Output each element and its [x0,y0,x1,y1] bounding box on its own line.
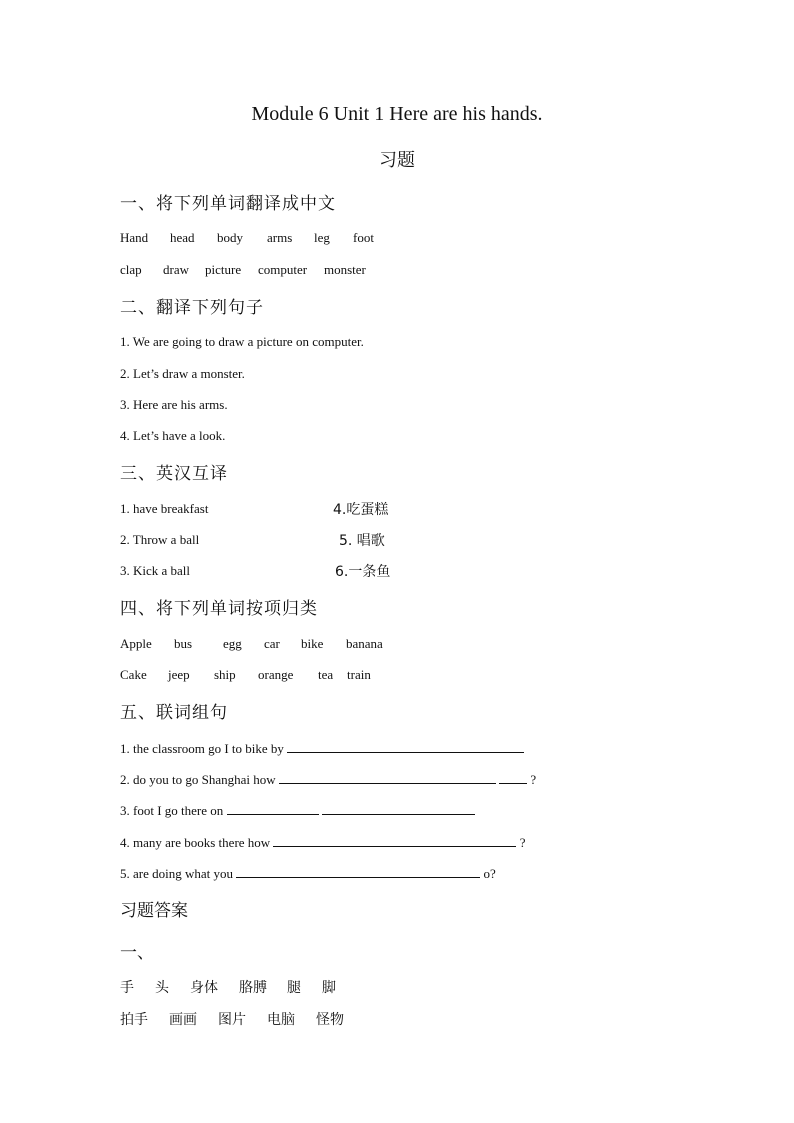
answer-word: 胳膊 [239,980,267,996]
answer-word: 拍手 [120,1012,148,1028]
section-1-row-2 [120,262,366,278]
answer-word: 手 [120,980,134,996]
translate-item: 3. Kick a ball [120,563,191,578]
classify-word: banana [346,636,383,651]
translate-item: 4.吃蛋糕 [333,502,389,518]
classify-word: egg [223,636,242,651]
answer-word: 头 [155,980,169,996]
classify-word: Apple [120,636,152,651]
word-order-item [120,740,524,757]
translate-item: 6.一条鱼 [335,564,391,580]
answer-blank [499,771,527,784]
classify-word: ship [214,667,236,682]
section-1-heading: 一、将下列单词翻译成中文 [120,194,336,214]
word-order-prompt: 2. do you to go Shanghai how [120,772,276,787]
answers-row-1 [120,977,336,997]
classify-word: car [264,636,280,651]
answer-word: 怪物 [316,1012,344,1028]
vocab-word: head [170,230,195,245]
translate-item: 1. have breakfast [120,501,209,516]
section-4-row-1 [120,636,383,652]
sentence-item: 3. Here are his arms. [120,397,228,412]
section-4-row-2 [120,667,371,683]
classify-word: Cake [120,667,147,682]
vocab-word: clap [120,262,142,277]
classify-word: bus [174,636,193,651]
translate-item: 2. Throw a ball [120,532,200,547]
answer-blank [322,802,475,815]
vocab-word: computer [258,262,308,277]
word-order-prompt: 5. are doing what you [120,866,234,881]
word-order-prompt: 4. many are books there how [120,835,271,850]
classify-word: tea [318,667,334,682]
sentence-item: 4. Let’s have a look. [120,428,226,443]
answer-word: 身体 [190,980,218,996]
section-1-row-1 [120,230,374,246]
classify-word: bike [301,636,324,651]
answer-word: 脚 [322,980,336,996]
vocab-word: draw [163,262,189,277]
answer-blank [273,834,516,847]
answers-heading: 习题答案 [120,901,188,921]
vocab-word: body [217,230,243,245]
word-order-item [120,771,536,788]
vocab-word: foot [353,230,374,245]
word-order-prompt: 1. the classroom go I to bike by [120,741,284,756]
section-4-heading: 四、将下列单词按项归类 [120,599,318,619]
section-2-heading: 二、翻译下列句子 [120,298,264,318]
page-title: Module 6 Unit 1 Here are his hands. [251,103,543,125]
word-order-end: o? [483,866,496,881]
vocab-word: Hand [120,230,149,245]
answer-word: 电脑 [267,1012,295,1028]
word-order-end: ? [530,772,537,787]
answer-word: 画画 [169,1012,197,1028]
sentence-item: 2. Let’s draw a monster. [120,366,245,381]
answer-blank [287,740,524,753]
vocab-word: arms [267,230,293,245]
answers-part-1-label: 一、 [120,943,154,963]
section-3-heading: 三、英汉互译 [120,464,228,484]
answer-blank [279,771,496,784]
page-subtitle: 习题 [379,150,415,171]
translate-item: 5. 唱歌 [339,533,385,549]
answers-row-2 [120,1009,344,1029]
section-5-heading: 五、联词组句 [120,703,228,723]
word-order-item [120,865,496,882]
word-order-prompt: 3. foot I go there on [120,803,224,818]
classify-word: orange [258,667,294,682]
word-order-item [120,834,525,851]
sentence-item: 1. We are going to draw a picture on computer. [120,334,364,349]
classify-word: jeep [168,667,190,682]
word-order-item [120,802,475,819]
answer-word: 腿 [287,980,301,996]
vocab-word: picture [205,262,242,277]
answer-blank [227,802,319,815]
vocab-word: monster [324,262,366,277]
answer-blank [236,865,480,878]
word-order-end: ? [519,835,526,850]
vocab-word: leg [314,230,330,245]
classify-word: train [347,667,371,682]
answer-word: 图片 [218,1012,246,1028]
